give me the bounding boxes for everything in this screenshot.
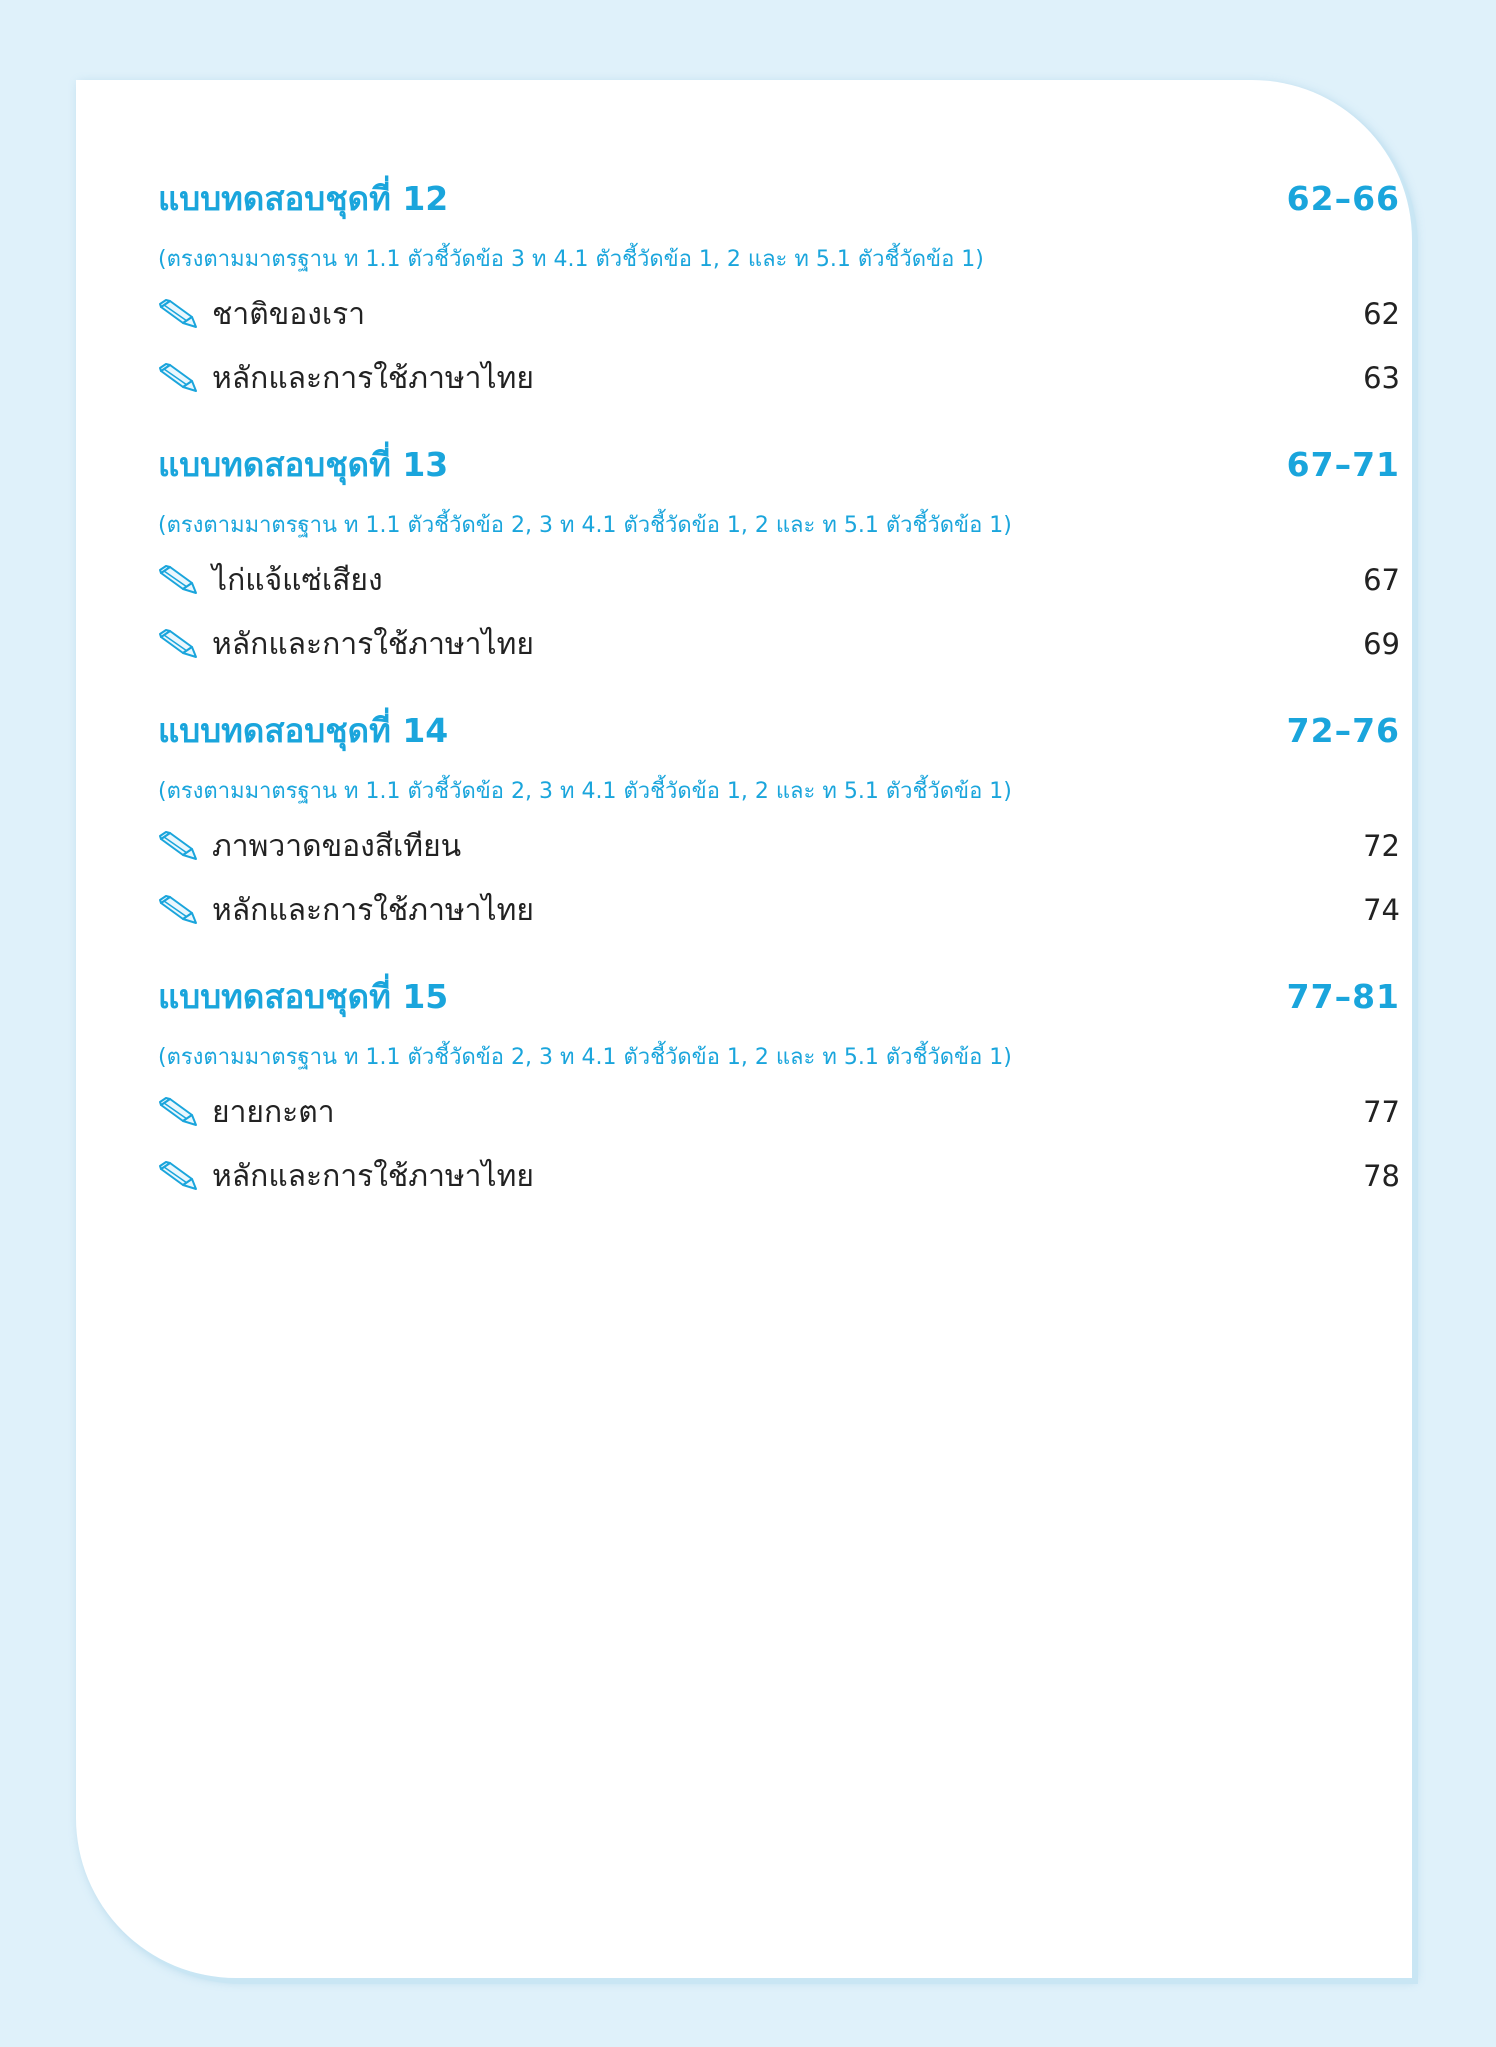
section-standard: (ตรงตามมาตรฐาน ท 1.1 ตัวชี้วัดข้อ 2, 3 ท 4.1 ตัวชี้วัดข้อ 1, 2 และ ท 5.1 ตัวชี้วัดข้อ 1) [158, 779, 1012, 804]
item-page-number: 69 [1363, 627, 1400, 661]
section-page-range: 72–76 [1286, 710, 1400, 750]
section-header [158, 158, 1400, 238]
toc-section-13 [158, 424, 1400, 676]
item-page-number: 77 [1363, 1095, 1400, 1129]
pencil-icon [158, 628, 198, 660]
section-header [158, 956, 1400, 1036]
item-title: หลักและการใช้ภาษาไทย [212, 1158, 534, 1194]
section-page-range: 77–81 [1286, 976, 1400, 1016]
section-header [158, 424, 1400, 504]
item-title: ภาพวาดของสีเทียน [212, 828, 462, 864]
section-header [158, 690, 1400, 770]
item-title: หลักและการใช้ภาษาไทย [212, 626, 534, 662]
section-title: แบบทดสอบชุดที่ 13 [158, 444, 449, 484]
toc-sections [158, 158, 1400, 1222]
section-title: แบบทดสอบชุดที่ 14 [158, 710, 449, 750]
toc-item [158, 814, 1400, 878]
item-title: ชาติของเรา [212, 296, 366, 332]
item-page-number: 72 [1363, 829, 1400, 863]
pencil-icon [158, 298, 198, 330]
item-page-number: 78 [1363, 1159, 1400, 1193]
item-page-number: 74 [1363, 893, 1400, 927]
toc-item [158, 1080, 1400, 1144]
pencil-icon [158, 894, 198, 926]
pencil-icon [158, 564, 198, 596]
section-title: แบบทดสอบชุดที่ 12 [158, 178, 449, 218]
toc-item [158, 346, 1400, 410]
section-title: แบบทดสอบชุดที่ 15 [158, 976, 449, 1016]
toc-page [76, 80, 1412, 1978]
item-page-number: 63 [1363, 361, 1400, 395]
section-standard: (ตรงตามมาตรฐาน ท 1.1 ตัวชี้วัดข้อ 2, 3 ท 4.1 ตัวชี้วัดข้อ 1, 2 และ ท 5.1 ตัวชี้วัดข้อ 1) [158, 513, 1012, 538]
toc-section-15 [158, 956, 1400, 1208]
item-page-number: 62 [1363, 297, 1400, 331]
pencil-icon [158, 1160, 198, 1192]
toc-item [158, 878, 1400, 942]
toc-item [158, 282, 1400, 346]
toc-section-12 [158, 158, 1400, 410]
section-page-range: 67–71 [1286, 444, 1400, 484]
pencil-icon [158, 362, 198, 394]
item-title: หลักและการใช้ภาษาไทย [212, 892, 534, 928]
toc-section-14 [158, 690, 1400, 942]
pencil-icon [158, 830, 198, 862]
toc-item [158, 612, 1400, 676]
section-standard: (ตรงตามมาตรฐาน ท 1.1 ตัวชี้วัดข้อ 2, 3 ท 4.1 ตัวชี้วัดข้อ 1, 2 และ ท 5.1 ตัวชี้วัดข้อ 1) [158, 1045, 1012, 1070]
toc-item [158, 1144, 1400, 1208]
item-page-number: 67 [1363, 563, 1400, 597]
section-page-range: 62–66 [1286, 178, 1400, 218]
toc-item [158, 548, 1400, 612]
item-title: หลักและการใช้ภาษาไทย [212, 360, 534, 396]
item-title: ยายกะตา [212, 1094, 335, 1130]
section-standard: (ตรงตามมาตรฐาน ท 1.1 ตัวชี้วัดข้อ 3 ท 4.1 ตัวชี้วัดข้อ 1, 2 และ ท 5.1 ตัวชี้วัดข้อ 1) [158, 247, 984, 272]
item-title: ไก่แจ้แซ่เสียง [212, 562, 383, 598]
pencil-icon [158, 1096, 198, 1128]
